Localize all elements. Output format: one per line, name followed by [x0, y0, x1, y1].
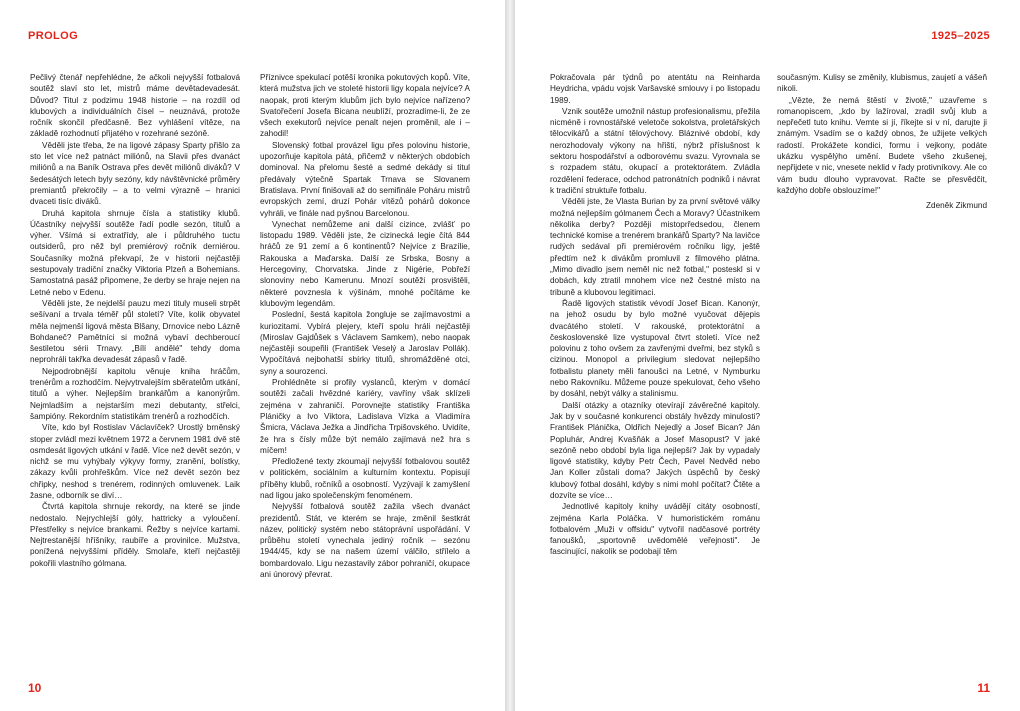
page-number-right: 11 — [977, 681, 990, 695]
left-page — [0, 0, 505, 711]
paragraph: Pokračovala pár týdnů po atentátu na Reinharda Heydricha, vpádu vojsk Varšavské smlouvy i po listopadu 1989. — [550, 73, 760, 105]
paragraph: Nejpodrobnější kapitolu věnuje kniha hráčům, trenérům a rozhodčím. Nejvytrvalejším sběratelům utkání, titulů a výher. Nejlepším brankářům a kanonýrům. Nejmladším a nejstarším mezi debutanty, střelci, šampióny. Rekordním statistikám trenérů a rozhodčích. — [30, 366, 240, 421]
paragraph: Prohlédněte si profily vyslanců, kterým v domácí soutěži začali hvězdné kariéry, vavříny však sklízeli zejména v zahraničí. Porovnejte statistiky Františka Pláničky a Ivo Viktora, Ladislava Vízka a Vladimíra Šmicra, Václava Ježka a Jindřicha Trpišovského. Uvidíte, že hra s čísly může být nemálo zajímavá než hra s míčem! — [260, 378, 470, 455]
paragraph: Řadě ligových statistik vévodí Josef Bican. Kanonýr, na jehož osudu by bylo možné vyučovat dějepis dvacátého století. V rakouské, protektorátní a československé lize vystupoval čtvrt století. Více než polovinu z toho ovšem za zavřenými dveřmi, bez styků s cizinou. Monopol a privilegium sledovat nejlepšího fotbalistu planety měli fanoušci na Letné, v Nymburku nebo Rakovníku. Můžeme pouze spekulovat, čeho všeho by dosáhl, nebýt války a stalinismu. — [550, 298, 760, 399]
running-head-right: 1925–2025 — [931, 30, 990, 42]
paragraph: Pečlivý čtenář nepřehlédne, že ačkoli nejvyšší fotbalová soutěž slaví sto let, mistrů máme devětadevadesát. Důvod? Titul z podzimu 1948 historie – na rozdíl od klubových a individuálních čísel – neuznává, protože ročník skončil předčasně. Bez vyhlášení vítěze, na základě rozhodnutí přijatého v rozehrané sezóně. — [30, 73, 240, 139]
paragraph: Předložené texty zkoumají nejvyšší fotbalovou soutěž v politickém, sociálním a kulturním kontextu. Popisují příběhy klubů, ročníků a osobností. Vyzývají k zamyšlení nad ligou jako společenským fenoménem. — [260, 457, 470, 500]
paragraph: Vynechat nemůžeme ani další cizince, zvlášť po listopadu 1989. Věděli jste, že cizinecká legie čítá 844 hráčů ze 91 zemí a 6 kontinentů? Nejvíce z Brazílie, Rakouska a Maďarska. Další ze Srbska, Bosny a Hercegoviny, Chorvatska. Jinde z Nigérie, Pobřeží slonoviny nebo Kamerunu. Mnozí soutěži prosvištěli, některé povznesla k výšinám, mnohé počítáme ke klubovým legendám. — [260, 219, 470, 308]
paragraph: „Vězte, že nemá štěstí v životě," uzavřeme s romanopiscem, „kdo by lažíroval, zradil svůj klub a nepřečetl tuto knihu. Vemte si jí, říkejte si v ní, darujte ji známým. Vsadím se o každý obnos, že užijete velkých radostí. Prokážete kondici, formu i vejkony, podáte ukázku vyspělýho umění. Budete všeho zkušenej, nepřijdete v nic, vnesete neklid v řady protivníkovy. Ale co vám budu dlouho vypravovat. Račte se přesvědčit, každýho dobře obslouzíme!" — [777, 95, 987, 195]
left-column-2 — [260, 72, 470, 580]
left-column-1 — [30, 72, 240, 569]
author-signature: Zdeněk Zikmund — [926, 201, 987, 211]
paragraph: Víte, kdo byl Rostislav Václavíček? Urostlý brněnský stoper zvládl mezi květnem 1972 a červnem 1981 dvě stě osmdesát ligových utkání v řadě. Více než devět sezón, v nichž se mu vyhýbaly výkyvy formy, zranění, bolístky, zákazy kvůli prohřeškům. Více než devět sezón bez chřipky, neshod s trenérem, rodinných omluvenek. Laik žasne, odborník se diví… — [30, 423, 240, 500]
paragraph: Poslední, šestá kapitola žongluje se zajímavostmi a kuriozitami. Vybírá plejery, kteří spolu hráli nejčastěji (Miroslav Gajdůšek s Václavem Samkem), nebo naopak nejčastěji soupeřili (František Veselý a Jaroslav Pollák). Vypočítává nejbohatší sbírky titulů, shromážděné otci, syny a sourozenci. — [260, 310, 470, 376]
paragraph: Věděli jste, že Vlasta Burian by za první světové války možná nejlepším gólmanem Čech a Moravy? Účastníkem několika derby? Později mistoprředsedou, členem technické komise a trenérem brankářů Sparty? Na lavičce rudých sedával při premiérovém ročníku ligy, ještě předtím než k divákům promluvil z filmového plátna. „Mimo divadlo jsem neměl nic než fotbal," posteskl si v dobách, kdy ztratil mnohem více než čestné místo na tribuně a klubovou legitimaci. — [550, 197, 760, 297]
paragraph: Věděli jste třeba, že na ligové zápasy Sparty přišlo za sto let více než patnáct miliónů, na Slavii přes dvanáct miliónů a na Baník Ostrava přes devět miliónů diváků? V šedesátých letech byly sezóny, kdy návštěvnické průměry premiantů překročily – a to velmi výrazně – hranici dvaceti tisíc diváků. — [30, 140, 240, 207]
paragraph: Druhá kapitola shrnuje čísla a statistiky klubů. Účastníky nejvyšší soutěže řadí podle sezón, titulů a výher. Všímá si extratřídy, ale i půldruhého tuctu outsiderů, pro něž byl premiérový ročník derniérou. Současníky možná překvapí, že v historii nejčastěji sestupovaly tradiční značky Viktoria Plzeň a Bohemians. Samostatná pasáž připomene, že derby se hraje nejen na Letné nebo v Edenu. — [30, 208, 240, 297]
right-column-1 — [550, 72, 760, 558]
paragraph: Věděli jste, že nejdelší pauzu mezi tituly museli strpět sešívaní a trvala téměř půl století? Víte, kolik obyvatel měla nejmenší ligová města Blšany, Drnovice nebo Lázně Bohdaneč? Pamětníci si možná vybaví dechberoucí šestiletou sérii Trnavy. „Bílí andělé" tehdy doma neprohráli takřka devadesát zápasů v řadě. — [30, 298, 240, 365]
right-page — [515, 0, 1020, 711]
running-head-left: PROLOG — [28, 30, 79, 42]
paragraph: Jednotlivé kapitoly knihy uvádějí citáty osobností, zejména Karla Poláčka. V humoristickém románu fotbalovém „Muži v offsidu" vytvořil nadčasové portréty fanoušků, „sportovně uvědomělé veřejnosti". Je fascinující, nakolik se podobají těm — [550, 502, 760, 557]
page-number-left: 10 — [28, 681, 42, 695]
book-gutter — [505, 0, 515, 711]
paragraph: Slovenský fotbal provázel ligu přes polovinu historie, upozorňuje kapitola pátá, přičemž v některých obdobích dominoval. Na přelomu šesté a sedmé dekády si titul předávaly výtečně Spartak Trnava se Slovanem Bratislava. První finišovali až do semifinále Poháru mistrů evropských zemí, druzí Pohár vítězů pohárů dokonce vyhráli, ve finále nad pyšnou Barcelonou. — [260, 140, 470, 218]
paragraph: Nejvyšší fotbalová soutěž zažila všech dvanáct prezidentů. Stát, ve kterém se hraje, změnil šestkrát název, politický systém nebo státoprávní uspořádání. V průběhu století vynechala jediný ročník – sezónu 1944/45, kdy se na našem území válčilo, střílelo a bombardovalo. Ligu nezastavily zábor pohraničí, okupace ani únorový převrat. — [260, 502, 470, 580]
paragraph: současným. Kulisy se změnily, klubismus, zaujetí a vášeň nikoli. — [777, 73, 987, 94]
paragraph: Další otázky a otazníky otevírají závěrečné kapitoly. Jak by v současné konkurenci obstály hvězdy minulosti? František Plánička, Oldřich Nejedlý a Josef Bican? Ján Popluhár, Andrej Kvašňák a Josef Masopust? V jaké sezóně nebo období byla liga nejlepší? Jak by vypadaly ligové statistiky, kdyby Petr Čech, Pavel Nedvěd nebo Jan Koller zůstali doma? Jakých úspěchů by český klubový fotbal dosáhl, kdyby s nimi mohl počítat? Čtěte a dozvíte se více… — [550, 400, 760, 500]
paragraph: Příznivce spekulací potěší kronika pokutových kopů. Víte, která mužstva jich ve stoleté historii ligy kopala nejvíce? A naopak, proti kterým klubům jich bylo nejvíce nařízeno? Svatořečení Josefa Bicana neublíží, prozradíme-li, že ze všech exekutorů nejvíce penalt nejen proměnil, ale i – zahodil! — [260, 73, 470, 139]
right-column-2 — [777, 72, 987, 212]
paragraph: Vznik soutěže umožnil nástup profesionalismu, přežila nicméně i rovnostářské veletoče sokolstva, proletářských tělocvikářů a státní tělovýchovy. Bláznivé období, kdy nerozhodovaly výkony na hřišti, nýbrž příslušnost k sektoru hospodářství a odborovému svazu. Vyrovnala se s rozpadem státu, okupací a protektorátem. Zvládla rozdělení federace, odchod patronátních podniků i návrat k tradiční struktuře fotbalu. — [550, 106, 760, 195]
paragraph: Čtvrtá kapitola shrnuje rekordy, na které se jinde nedostalo. Nejrychlejší góly, hattricky a vyloučení. Přestřelky s nejvíce brankami. Řežby s nejvíce kartami. Nejtrestanější hříšníky, raubíře a provinilce. Mužstva, ponížená nejvyššími příděly. Smolaře, kteří nejčastěji pokořili vlastního gólmana. — [30, 502, 240, 568]
